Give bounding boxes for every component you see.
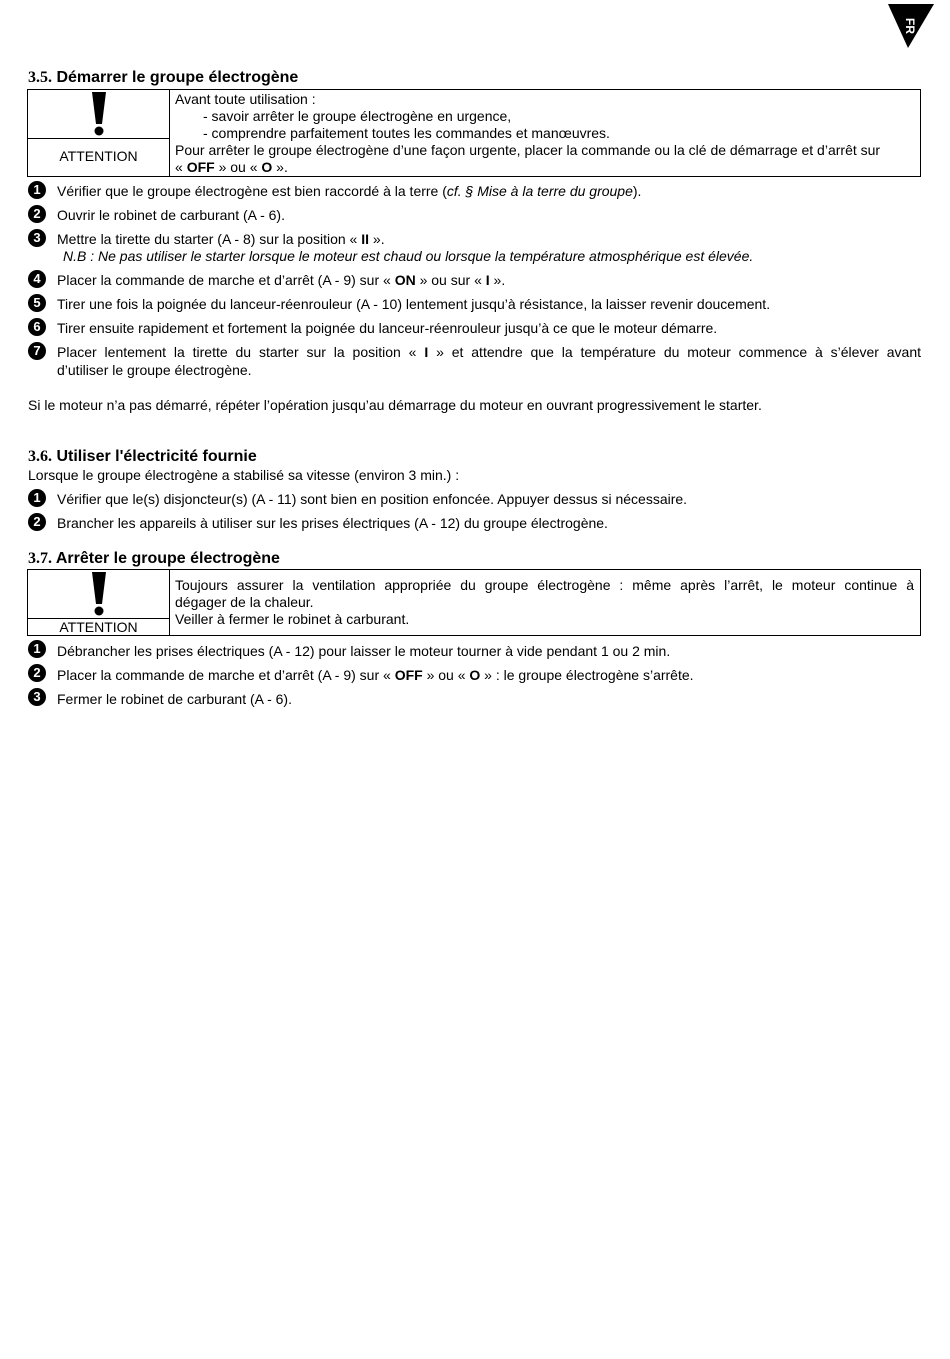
attention-box-3-7	[27, 569, 921, 636]
step-number-1: 1	[28, 489, 46, 507]
step-text: Placer lentement la tirette du starter sur la position « I » et attendre que la température du moteur commence à s’élever avant	[57, 344, 922, 360]
step-text-continued: d’utiliser le groupe électrogène.	[57, 362, 252, 378]
step-text: Tirer ensuite rapidement et fortement la poignée du lanceur-réenrouleur jusqu’à ce que le moteur démarre.	[57, 320, 718, 336]
attention-text: Toujours assurer la ventilation appropriée du groupe électrogène : même après l’arrêt, le moteur continue à dégager de la chaleur. Veiller à fermer le robinet à carburant.	[175, 577, 914, 627]
step-number-4: 4	[28, 270, 46, 288]
step-number-3: 3	[28, 229, 46, 247]
step-text: Ouvrir le robinet de carburant (A - 6).	[57, 207, 285, 223]
attention-label: ATTENTION	[59, 619, 138, 635]
section-heading-3-7: 3.7. Arrêter le groupe électrogène	[28, 550, 280, 567]
step-text: Vérifier que le groupe électrogène est bien raccordé à la terre (cf. § Mise à la terre du groupe).	[57, 183, 642, 199]
step-number-2: 2	[28, 205, 46, 223]
step-number-5: 5	[28, 294, 46, 312]
step-text: Placer la commande de marche et d’arrêt (A - 9) sur « OFF » ou « O » : le groupe électrogène s’arrête.	[57, 667, 694, 683]
step-number-1: 1	[28, 640, 46, 658]
step-number-7: 7	[28, 342, 46, 360]
paragraph: Lorsque le groupe électrogène a stabilisé sa vitesse (environ 3 min.) :	[28, 467, 460, 483]
language-tab-fr	[888, 2, 936, 50]
step-text: Brancher les appareils à utiliser sur les prises électriques (A - 12) du groupe électrogène.	[57, 515, 608, 531]
step-number-2: 2	[28, 513, 46, 531]
exclamation-icon	[89, 571, 109, 617]
attention-box-3-5	[27, 89, 921, 177]
section-heading-3-6: 3.6. Utiliser l'électricité fournie	[28, 448, 257, 465]
attention-label: ATTENTION	[59, 148, 138, 164]
step-number-2: 2	[28, 664, 46, 682]
step-text: Fermer le robinet de carburant (A - 6).	[57, 691, 292, 707]
attention-text: Avant toute utilisation : - savoir arrêter le groupe électrogène en urgence, - comprendre parfaitement toutes les commandes et manœuvres. Pour arrêter le groupe électrogène d’une façon urgente, placer la commande ou la clé de démarrage et d’arrêt sur « OFF » ou « O ».	[175, 91, 881, 175]
step-text: Placer la commande de marche et d’arrêt (A - 9) sur « ON » ou sur « I ».	[57, 272, 506, 288]
step-number-1: 1	[28, 181, 46, 199]
exclamation-icon	[89, 91, 109, 137]
step-text: Vérifier que le(s) disjoncteur(s) (A - 11) sont bien en position enfoncée. Appuyer dessus si nécessaire.	[57, 491, 688, 507]
step-number-3: 3	[28, 688, 46, 706]
step-number-6: 6	[28, 318, 46, 336]
step-note: N.B : Ne pas utiliser le starter lorsque le moteur est chaud ou lorsque la température atmosphérique est élevée.	[63, 248, 754, 264]
section-heading-3-5: 3.5. Démarrer le groupe électrogène	[28, 69, 299, 86]
paragraph: Si le moteur n’a pas démarré, répéter l’opération jusqu’au démarrage du moteur en ouvrant progressivement le starter.	[28, 397, 762, 413]
language-tab-label: FR	[903, 18, 917, 34]
step-text: Débrancher les prises électriques (A - 12) pour laisser le moteur tourner à vide pendant 1 ou 2 min.	[57, 643, 671, 659]
step-text: Tirer une fois la poignée du lanceur-réenrouleur (A - 10) lentement jusqu’à résistance, la laisser revenir doucement.	[57, 296, 771, 312]
step-text: Mettre la tirette du starter (A - 8) sur la position « II ».	[57, 231, 385, 247]
